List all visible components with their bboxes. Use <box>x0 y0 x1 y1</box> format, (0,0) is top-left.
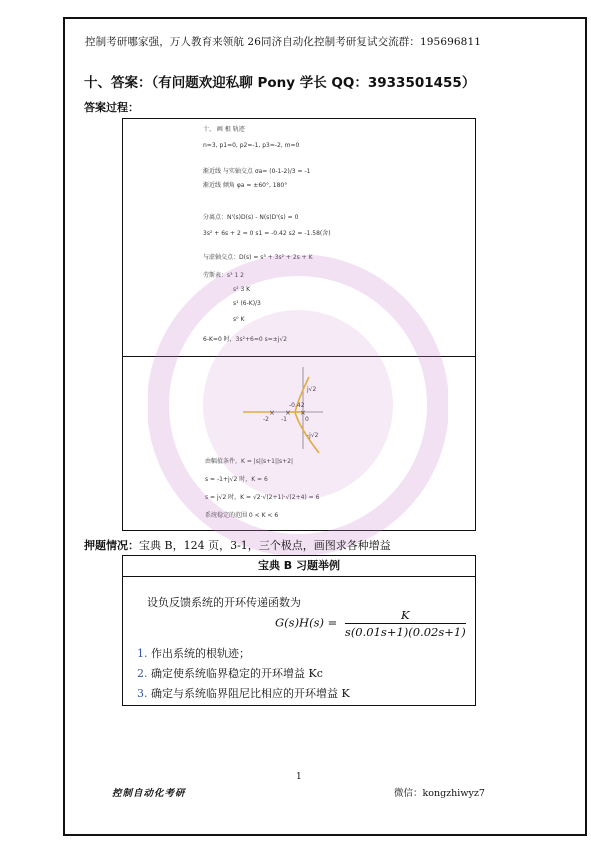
svg-text:×: × <box>300 409 306 417</box>
page-number: 1 <box>296 772 302 782</box>
hw-line: 系统稳定的范围 0 < K < 6 <box>205 512 279 519</box>
hw-line: s² 3 K <box>233 286 251 293</box>
rl-label: -0.42 <box>289 402 305 409</box>
hw-line: 与虚轴交点：D(s) = s³ + 3s² + 2s + K <box>203 254 313 261</box>
page-header: 控制考研哪家强，万人教育来领航 26同济自动化控制考研复试交流群：195696811 <box>85 36 482 48</box>
hw-line: 由幅值条件，K = |s||s+1||s+2| <box>205 458 293 465</box>
root-locus-image <box>122 356 476 531</box>
hw-line: 3s² + 6s + 2 = 0 s1 = -0.42 s2 = -1.58(舍) <box>203 230 331 237</box>
footer-left: 控制自动化考研 <box>112 788 186 799</box>
example-list <box>137 644 350 704</box>
root-locus-sketch <box>123 357 476 531</box>
rl-label: -1 <box>281 416 287 423</box>
rl-label: 0 <box>305 416 309 423</box>
formula-numerator: K <box>345 608 466 624</box>
rl-label: -2 <box>263 416 269 423</box>
example-title: 宝典 B 习题举例 <box>123 556 475 577</box>
svg-text:×: × <box>285 409 291 417</box>
prediction-line <box>84 537 391 553</box>
hw-line: n=3, p1=0, p2=-1, p3=-2, m=0 <box>203 142 300 149</box>
list-item: 2. 确定使系统临界稳定的开环增益 Kc <box>137 667 323 680</box>
svg-text:×: × <box>269 409 275 417</box>
hw-line: 渐近线 倾角 φa = ±60°, 180° <box>203 182 288 189</box>
prediction-label: 押题情况： <box>84 539 139 552</box>
handwritten-calculation <box>123 119 476 357</box>
hw-line: 十、 画 根 轨迹 <box>203 126 245 133</box>
hw-line: s⁰ K <box>233 316 245 323</box>
hw-line: 分离点：N'(s)D(s) - N(s)D'(s) = 0 <box>203 214 299 221</box>
hw-line: 劳斯表：s³ 1 2 <box>203 272 244 279</box>
formula-lhs: G(s)H(s) = <box>275 615 338 630</box>
list-item: 3. 确定与系统临界阻尼比相应的开环增益 K <box>137 687 350 700</box>
hw-line: s¹ (6-K)/3 <box>233 300 261 307</box>
rl-label: j√2 <box>307 386 317 393</box>
section-heading: 十、答案：（有问题欢迎私聊 Pony 学长 QQ：3933501455） <box>84 75 476 91</box>
footer-right: 微信：kongzhiwyz7 <box>394 788 485 799</box>
transfer-function <box>275 608 466 639</box>
rl-label: -j√2 <box>307 432 319 439</box>
hw-line: s = j√2 时，K = √2·√(2+1)·√(2+4) = 6 <box>205 494 320 501</box>
list-item: 1. 作出系统的根轨迹； <box>137 647 250 660</box>
formula-denominator: s(0.01s+1)(0.02s+1) <box>344 625 466 639</box>
example-box <box>122 555 476 706</box>
hw-line: 6-K=0 时，3s²+6=0 s=±j√2 <box>203 336 288 343</box>
example-intro: 设负反馈系统的开环传递函数为 <box>147 596 301 609</box>
handwritten-solution-image <box>122 118 476 357</box>
prediction-text: 宝典 B，124 页，3-1，三个极点，画图求各种增益 <box>139 539 391 552</box>
hw-line: 渐近线 与实轴交点 σa= (0-1-2)/3 = -1 <box>203 168 311 175</box>
formula-fraction <box>345 608 466 639</box>
hw-line: s = -1+j√2 时，K = 6 <box>205 476 268 483</box>
answer-process-label: 答案过程： <box>84 101 139 114</box>
